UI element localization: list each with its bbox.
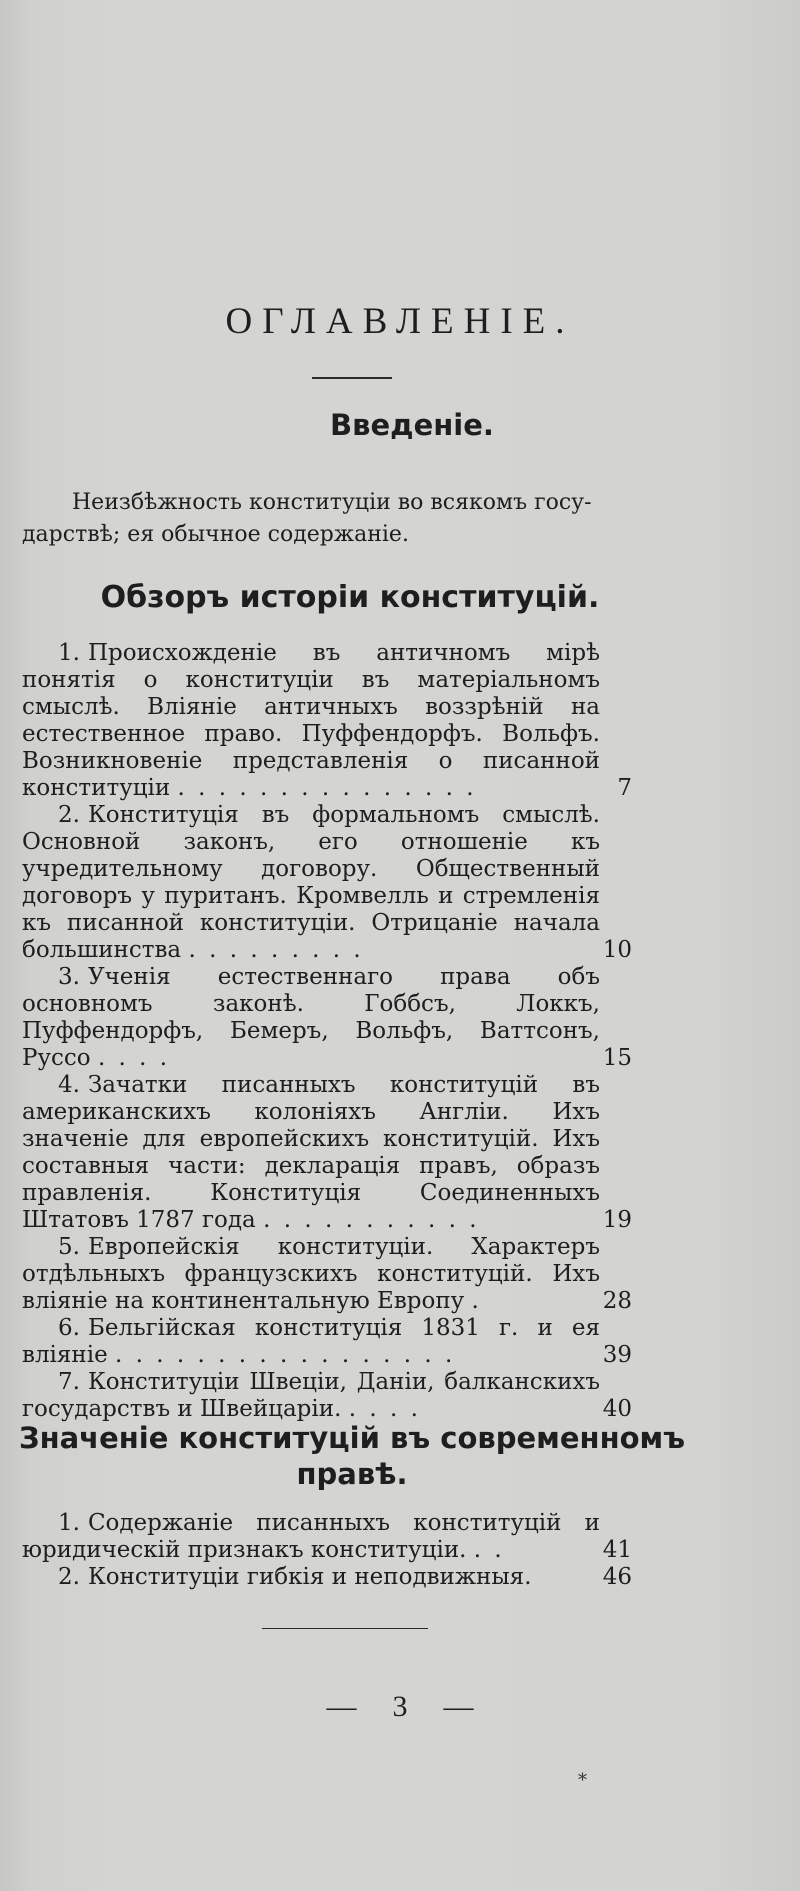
toc-entry: [22, 640, 632, 802]
footer-dash-left: —: [326, 1690, 357, 1723]
entry-title: Ученія естественнаго права объ основномъ законѣ. Гоббсъ, Локкъ, Пуффендорфъ, Бемеръ, Вольфъ, Ваттсонъ, Руссо: [22, 964, 600, 1071]
entry-page-number: 7: [617, 775, 632, 801]
modern-heading-line1: Значеніе конституцій въ современномъ: [18, 1421, 686, 1455]
entry-title: Конституціи Швеціи, Даніи, балканскихъ государствъ и Швейцаріи.: [22, 1369, 600, 1422]
dot-leader: . .: [473, 1537, 505, 1563]
page-number: 3: [392, 1690, 408, 1723]
dot-leader: . . . . . . . . . . . . . . . . .: [115, 1342, 456, 1368]
entry-number: 6.: [58, 1315, 80, 1341]
entry-number: 7.: [58, 1369, 80, 1395]
entry-page-number: 46: [602, 1564, 632, 1590]
entry-title: Конституціи гибкія и неподвижныя.: [87, 1564, 532, 1590]
entry-page-number: 10: [602, 937, 632, 963]
title-divider: [312, 377, 392, 379]
dot-leader: . . . . . . . . .: [188, 937, 364, 963]
entry-title: Бельгійская конституція 1831 г. и ея вліяніе: [22, 1315, 600, 1368]
entry-number: 1.: [58, 640, 80, 666]
entry-page-number: 15: [602, 1045, 632, 1071]
dot-leader: . . . . . . . . . . . . . . .: [177, 775, 477, 801]
entry-page-number: 39: [602, 1342, 632, 1368]
entry-page-number: 40: [602, 1396, 632, 1422]
entry-number: 4.: [58, 1072, 80, 1098]
dot-leader: . . . .: [348, 1396, 421, 1422]
intro-heading: Введеніе.: [330, 408, 494, 442]
entry-number: 2.: [58, 802, 80, 828]
dot-leader: . . . . . . . . . . .: [263, 1207, 480, 1233]
modern-heading-line2: правѣ.: [296, 1457, 408, 1491]
entry-title: Европейскія конституціи. Характеръ отдѣльныхъ французскихъ конституцій. Ихъ вліяніе на континентальную Европу: [22, 1234, 600, 1314]
entry-title: Зачатки писанныхъ конституцій въ американскихъ колоніяхъ Англіи. Ихъ значеніе для европейскихъ конституцій. Ихъ составныя части: декларація правъ, образъ правленія. Конституція Соединенныхъ Штатовъ 1787 года: [22, 1072, 600, 1233]
toc-entry: [22, 1510, 632, 1564]
history-toc: [22, 640, 632, 1423]
entry-number: 5.: [58, 1234, 80, 1260]
toc-entry: [22, 1369, 632, 1423]
page-footer: [0, 1690, 800, 1724]
intro-text: [22, 487, 682, 551]
entry-title: Происхожденіе въ античномъ мірѣ понятія о конституціи въ матеріальномъ смыслѣ. Вліяніе античныхъ воззрѣній на естественное право. Пуффендорфъ. Вольфъ. Возникновеніе представленія о писанной конституціи: [22, 640, 600, 801]
toc-entry: [22, 1315, 632, 1369]
entry-title: Содержаніе писанныхъ конституцій и юридическій признакъ конституціи.: [22, 1510, 600, 1563]
dot-leader: . . . .: [97, 1045, 171, 1071]
history-heading: Обзоръ исторіи конституцій.: [100, 580, 600, 615]
toc-entry: [22, 1072, 632, 1234]
modern-heading: [0, 1420, 692, 1492]
entry-page-number: 19: [602, 1207, 632, 1233]
entry-page-number: 41: [602, 1537, 632, 1563]
closing-divider: [262, 1628, 428, 1629]
entry-number: 3.: [58, 964, 80, 990]
intro-text-line2: дарствѣ; ея обычное содержаніе.: [22, 522, 409, 547]
signature-mark: *: [578, 1770, 587, 1791]
toc-entry: [22, 1234, 632, 1315]
entry-number: 1.: [58, 1510, 80, 1536]
footer-dash-right: —: [443, 1690, 474, 1723]
modern-toc: [22, 1510, 632, 1591]
entry-title: Конституція въ формальномъ смыслѣ. Основной законъ, его отношеніе къ учредительному договору. Общественный договоръ у пуританъ. Кромвелль и стремленія къ писанной конституціи. Отрицаніе начала большинства: [22, 802, 600, 963]
dot-leader: .: [471, 1288, 482, 1314]
toc-entry: [22, 964, 632, 1072]
toc-entry: [22, 802, 632, 964]
entry-number: 2.: [58, 1564, 80, 1590]
intro-text-line1: Неизбѣжность конституціи во всякомъ госу-: [72, 490, 592, 515]
entry-page-number: 28: [602, 1288, 632, 1314]
toc-entry: [22, 1564, 632, 1591]
page-title: ОГЛАВЛЕНІЕ.: [225, 301, 575, 342]
